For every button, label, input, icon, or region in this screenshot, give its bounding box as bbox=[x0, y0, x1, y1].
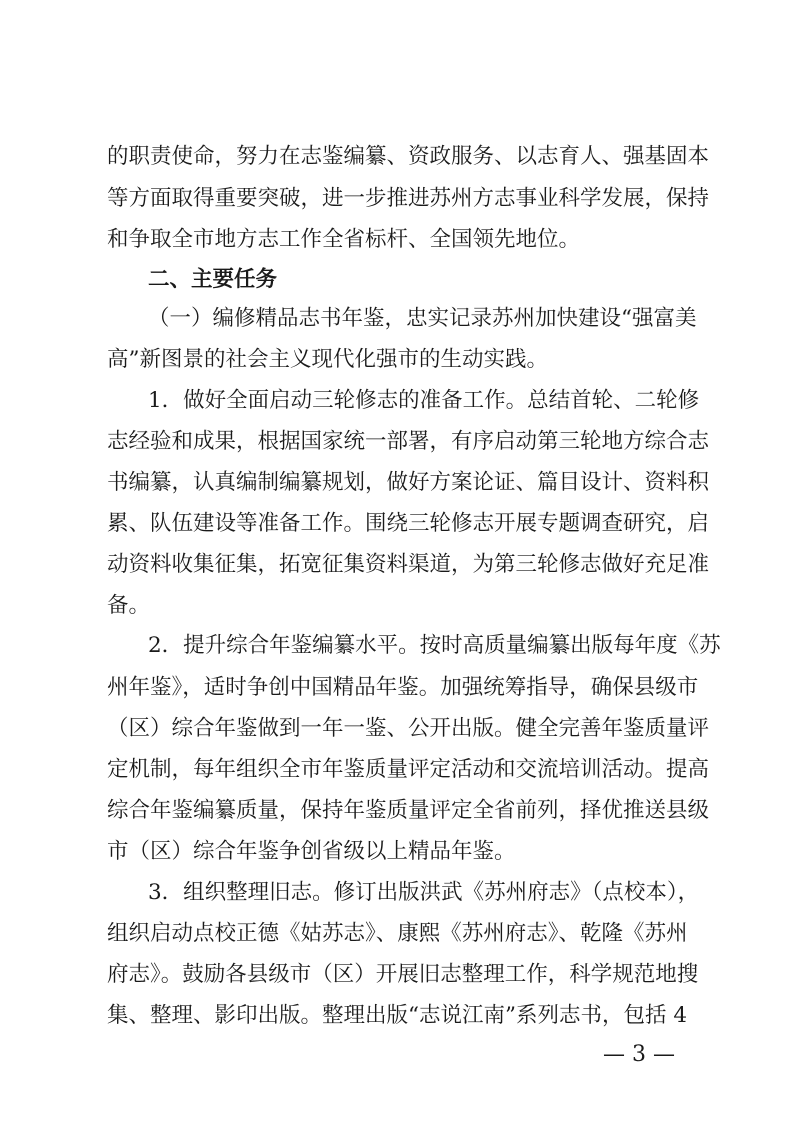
paragraph-line: 累、队伍建设等准备工作。围绕三轮修志开展专题调查研究，启 bbox=[107, 511, 710, 536]
body-line: 和争取全市地方志工作全省标杆、全国领先地位。 bbox=[107, 227, 581, 252]
paragraph-line: 2．提升综合年鉴编纂水平。按时高质量编纂出版每年度《苏 bbox=[148, 633, 721, 658]
paragraph-line: 综合年鉴编纂质量，保持年鉴质量评定全省前列，择优推送县级 bbox=[107, 798, 710, 823]
paragraph-line: 集、整理、影印出版。整理出版“志说江南”系列志书，包括 4 bbox=[107, 1003, 687, 1028]
subsection-heading-line: （一）编修精品志书年鉴，忠实记录苏州加快建设“强富美 bbox=[148, 306, 697, 331]
paragraph-line: 动资料收集征集，拓宽征集资料渠道，为第三轮修志做好充足准 bbox=[107, 552, 710, 577]
page-number: — 3 — bbox=[603, 1042, 675, 1067]
paragraph-line: 组织启动点校正德《姑苏志》、康熙《苏州府志》、乾隆《苏州 bbox=[107, 921, 688, 946]
paragraph-line: 备。 bbox=[107, 593, 151, 618]
paragraph-line: 府志》。鼓励各县级市（区）开展旧志整理工作，科学规范地搜 bbox=[107, 962, 699, 987]
paragraph-line: （区）综合年鉴做到一年一鉴、公开出版。健全完善年鉴质量评 bbox=[107, 716, 710, 741]
subsection-heading-line: 高”新图景的社会主义现代化强市的生动实践。 bbox=[107, 347, 548, 372]
body-line: 的职责使命，努力在志鉴编纂、资政服务、以志育人、强基固本 bbox=[107, 144, 710, 169]
paragraph-line: 志经验和成果，根据国家统一部署，有序启动第三轮地方综合志 bbox=[107, 429, 710, 454]
body-line: 等方面取得重要突破，进一步推进苏州方志事业科学发展，保持 bbox=[107, 186, 710, 211]
paragraph-line: 定机制，每年组织全市年鉴质量评定活动和交流培训活动。提高 bbox=[107, 757, 710, 782]
paragraph-line: 州年鉴》，适时争创中国精品年鉴。加强统筹指导，确保县级市 bbox=[107, 675, 699, 700]
paragraph-line: 1．做好全面启动三轮修志的准备工作。总结首轮、二轮修 bbox=[148, 388, 700, 413]
section-heading: 二、主要任务 bbox=[148, 267, 278, 292]
paragraph-line: 3．组织整理旧志。修订出版洪武《苏州府志》（点校本）， bbox=[148, 880, 700, 905]
paragraph-line: 书编纂，认真编制编纂规划，做好方案论证、篇目设计、资料积 bbox=[107, 470, 710, 495]
paragraph-line: 市（区）综合年鉴争创省级以上精品年鉴。 bbox=[107, 839, 516, 864]
